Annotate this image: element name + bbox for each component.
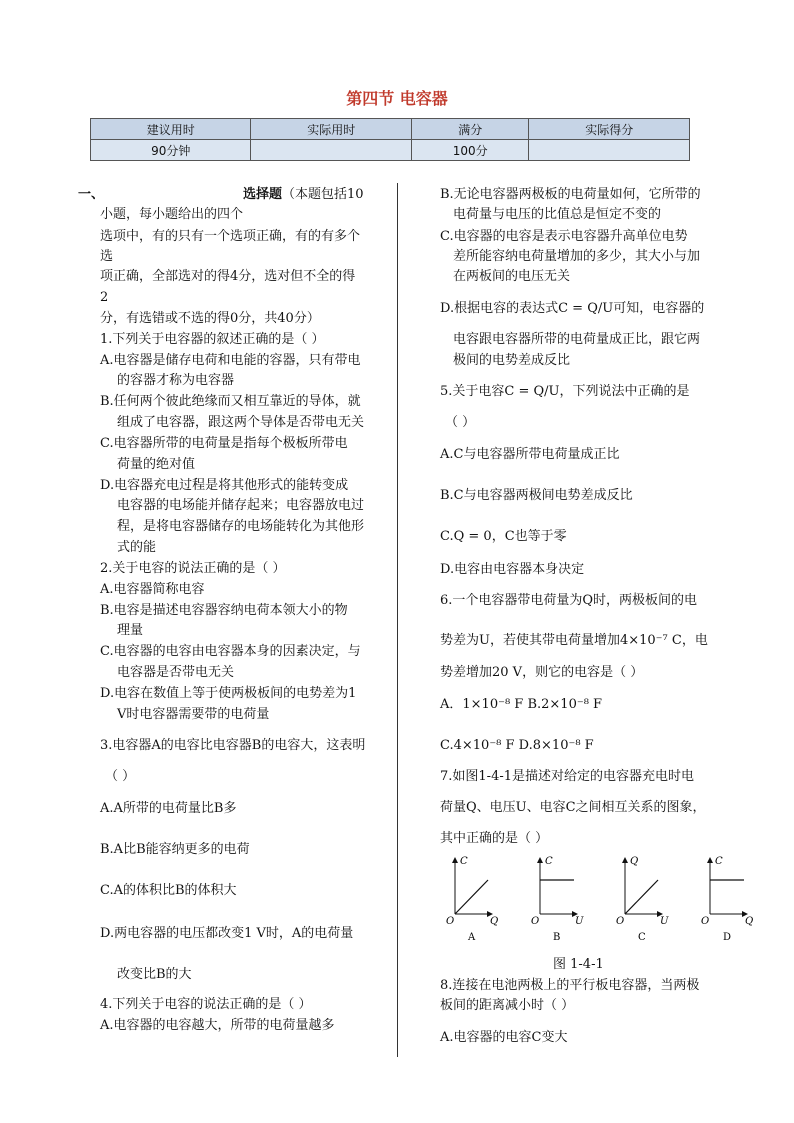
section-note: （本题包括10 xyxy=(282,187,364,202)
question-1: 1.下列关于电容器的叙述正确的是（ ） xyxy=(100,332,325,347)
q4-option-d: D.根据电容的表达式C = Q/U可知，电容器的 xyxy=(440,301,705,316)
graph-c-ylabel: Q xyxy=(630,856,639,867)
graph-c-origin: O xyxy=(616,916,625,927)
column-divider xyxy=(397,183,398,1057)
question-7-cont: 荷量Q、电压U、电容C之间相互关系的图象， xyxy=(440,800,706,815)
q1-option-b: B.任何两个彼此绝缘而又相互靠近的导体，就 xyxy=(100,394,361,409)
table-cell xyxy=(251,140,411,161)
question-2: 2.关于电容的说法正确的是（ ） xyxy=(100,561,286,576)
graph-a-origin: O xyxy=(446,916,455,927)
q3-option-a: A.A所带的电荷量比B多 xyxy=(100,801,237,816)
q3-option-d: D.两电容器的电压都改变1 V时，A的电荷量 xyxy=(100,926,354,941)
table-header: 建议用时 xyxy=(91,119,251,140)
q4-option-a: A.电容器的电容越大，所带的电荷量越多 xyxy=(100,1018,335,1033)
q5-option-d: D.电容由电容器本身决定 xyxy=(440,562,585,577)
q4-option-b: B.无论电容器两极板的电荷量如何，它所带的 xyxy=(440,187,701,202)
q1-option-a: A.电容器是储存电荷和电能的容器，只有带电 xyxy=(100,353,361,368)
graph-d-tag: D xyxy=(723,932,732,943)
graph-c-tag: C xyxy=(638,932,646,943)
question-5: 5.关于电容C = Q/U，下列说法中正确的是 xyxy=(440,384,690,399)
instruction-line: 选 xyxy=(100,249,114,264)
graph-d-origin: O xyxy=(701,916,710,927)
graph-a-ylabel: C xyxy=(460,856,468,867)
q6-options-ab: A．1×10⁻⁸ F B.2×10⁻⁸ F xyxy=(440,697,603,712)
info-table xyxy=(90,118,690,161)
q3-option-c: C.A的体积比B的体积大 xyxy=(100,883,237,898)
q4-option-d-cont: 电容跟电容器所带的电荷量成正比，跟它两 xyxy=(453,332,701,347)
q2-option-b: B.电容是描述电容器容纳电荷本领大小的物 xyxy=(100,603,348,618)
figure-graphs xyxy=(440,852,760,952)
question-4: 4.下列关于电容的说法正确的是（ ） xyxy=(100,997,312,1012)
q3-option-b: B.A比B能容纳更多的电荷 xyxy=(100,842,250,857)
section-title: 选择题 xyxy=(243,187,283,202)
section-heading xyxy=(243,186,364,204)
graph-a-xlabel: Q xyxy=(490,916,499,927)
graph-d-xlabel: Q xyxy=(745,916,754,927)
q2-option-c: C.电容器的电容由电容器本身的因素决定，与 xyxy=(100,644,361,659)
graph-b-tag: B xyxy=(553,932,561,943)
figure-caption: 图 1-4-1 xyxy=(553,957,604,972)
q5-paren: （ ） xyxy=(445,415,476,430)
instruction-line: 小题，每小题给出的四个 xyxy=(100,207,244,222)
q6-options-cd: C.4×10⁻⁸ F D.8×10⁻⁸ F xyxy=(440,738,594,753)
graph-c-xlabel: U xyxy=(660,916,669,927)
q1-option-d-cont: 式的能 xyxy=(117,540,157,555)
q4-option-c: C.电容器的电容是表示电容器升高单位电势 xyxy=(440,229,688,244)
table-header: 实际用时 xyxy=(251,119,411,140)
table-cell: 90分钟 xyxy=(91,140,251,161)
q2-option-a: A.电容器简称电容 xyxy=(100,582,205,597)
q1-option-b-cont: 组成了电容器，跟这两个导体是否带电无关 xyxy=(117,415,365,430)
q1-option-d: D.电容器充电过程是将其他形式的能转变成 xyxy=(100,478,349,493)
table-cell xyxy=(529,140,690,161)
page-title: 第四节 电容器 xyxy=(346,89,448,108)
table-header: 实际得分 xyxy=(529,119,690,140)
q8-option-a: A.电容器的电容C变大 xyxy=(440,1030,568,1045)
question-8-cont: 板间的距离减小时（ ） xyxy=(440,998,575,1013)
section-number: 一、 xyxy=(78,187,105,202)
question-7-cont: 其中正确的是（ ） xyxy=(440,831,549,846)
q2-option-b-cont: 理量 xyxy=(117,623,144,638)
question-8: 8.连接在电池两极上的平行板电容器，当两极 xyxy=(440,978,700,993)
instruction-line: 2 xyxy=(100,290,109,305)
q1-option-d-cont: 电容器的电场能并储存起来；电容器放电过 xyxy=(117,498,365,513)
table-cell: 100分 xyxy=(411,140,529,161)
graph-b-xlabel: U xyxy=(575,916,584,927)
instruction-line: 项正确，全部选对的得4分，选对但不全的得 xyxy=(100,269,356,284)
graph-b-ylabel: C xyxy=(545,856,553,867)
q4-option-b-cont: 电荷量与电压的比值总是恒定不变的 xyxy=(453,207,662,222)
q4-option-d-cont: 极间的电势差成反比 xyxy=(453,353,571,368)
graph-a xyxy=(446,856,498,943)
question-6-cont: 势差为U，若使其带电荷量增加4×10⁻⁷ C，电 xyxy=(440,633,708,648)
q1-option-c-cont: 荷量的绝对值 xyxy=(117,457,196,472)
q2-option-d: D.电容在数值上等于使两极板间的电势差为1 xyxy=(100,686,357,701)
q5-option-a: A.C与电容器所带电荷量成正比 xyxy=(440,447,620,462)
graph-d-ylabel: C xyxy=(715,856,723,867)
q5-option-b: B.C与电容器两极间电势差成反比 xyxy=(440,488,633,503)
q1-option-d-cont: 程，是将电容器储存的电场能转化为其他形 xyxy=(117,519,365,534)
graph-c xyxy=(616,856,669,943)
q3-option-d-cont: 改变比B的大 xyxy=(117,967,192,982)
question-3: 3.电容器A的电容比电容器B的电容大，这表明 xyxy=(100,738,366,753)
q2-option-d-cont: V时电容器需要带的电荷量 xyxy=(117,707,270,722)
q1-option-a-cont: 的容器才称为电容器 xyxy=(117,373,235,388)
graph-a-tag: A xyxy=(468,932,476,943)
question-7: 7.如图1-4-1是描述对给定的电容器充电时电 xyxy=(440,769,695,784)
question-6-cont: 势差增加20 V，则它的电容是（ ） xyxy=(440,665,644,680)
instruction-line: 分，有选错或不选的得0分，共40分） xyxy=(100,311,320,326)
q3-paren: （ ） xyxy=(105,769,136,784)
q1-option-c: C.电容器所带的电荷量是指每个极板所带电 xyxy=(100,436,348,451)
table-header: 满分 xyxy=(411,119,529,140)
q4-option-c-cont: 在两板间的电压无关 xyxy=(453,269,571,284)
q2-option-c-cont: 电容器是否带电无关 xyxy=(117,665,235,680)
graph-b xyxy=(531,856,584,943)
graph-b-origin: O xyxy=(531,916,540,927)
instruction-line: 选项中，有的只有一个选项正确，有的有多个 xyxy=(100,229,361,244)
q4-option-c-cont: 差所能容纳电荷量增加的多少，其大小与加 xyxy=(453,249,701,264)
question-6: 6.一个电容器带电荷量为Q时，两极板间的电 xyxy=(440,593,698,608)
q5-option-c: C.Q = 0，C也等于零 xyxy=(440,529,567,544)
graph-d xyxy=(701,856,753,943)
